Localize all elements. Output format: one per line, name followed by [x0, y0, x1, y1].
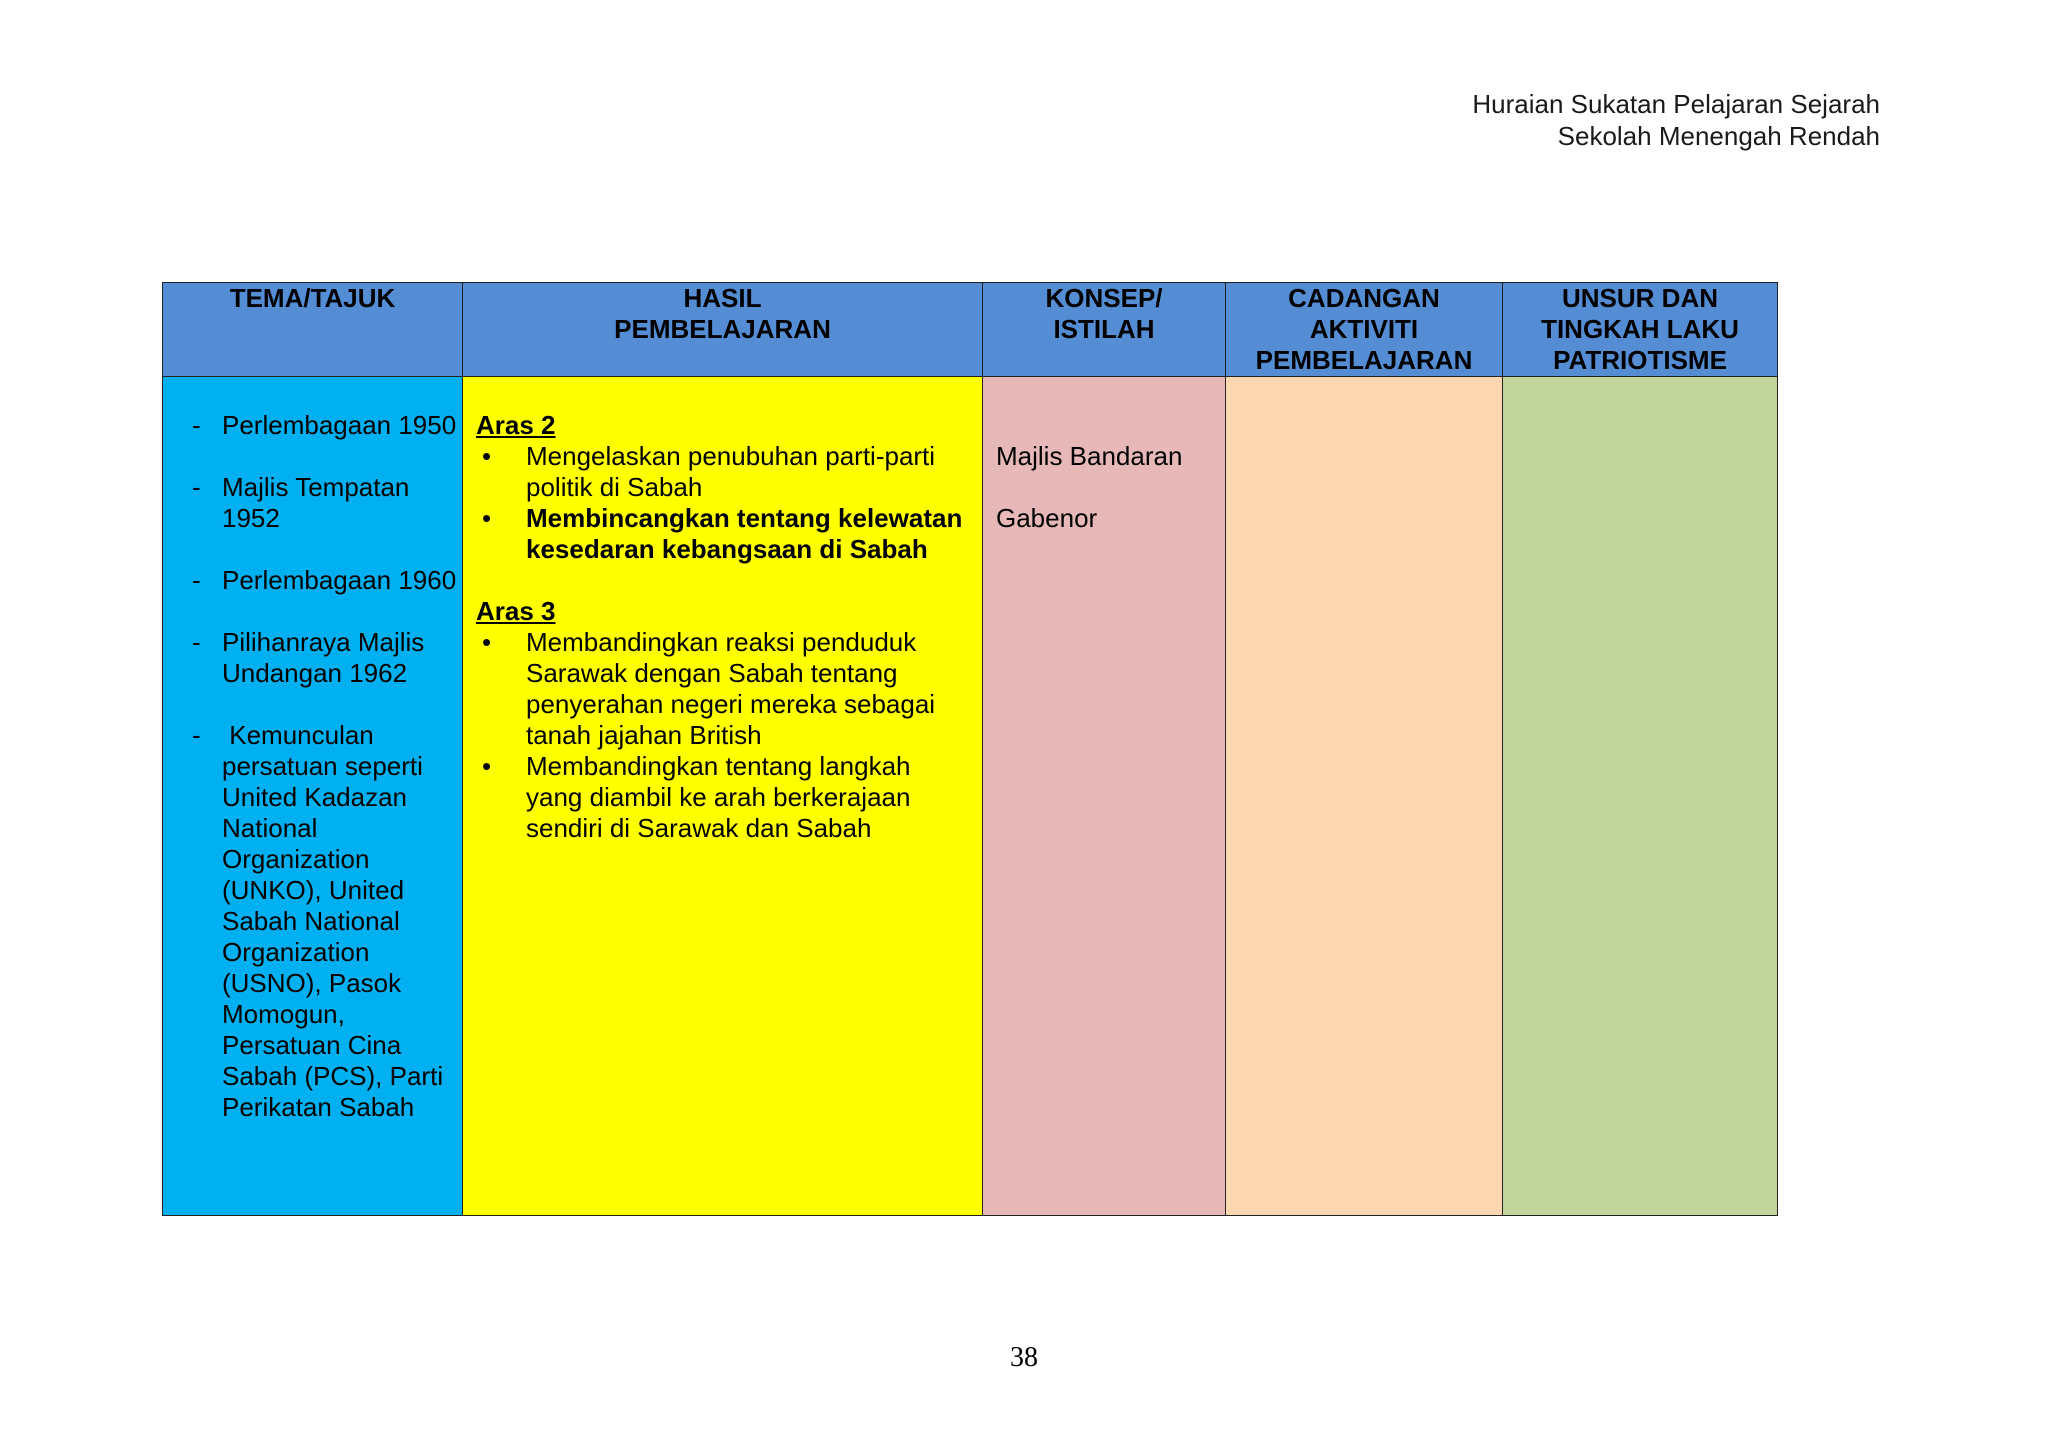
list-item: - Kemunculan persatuan seperti United Kadazan National Organization (UNKO), United Sabah National Organization (USNO), Pasok Momogun, Persatuan Cina Sabah (PCS), Parti Perikatan Sabah	[192, 720, 451, 1122]
list-item: - Perlembagaan 1950	[192, 410, 457, 440]
list-item: • Membandingkan reaksi penduduk Sarawak dengan Sabah tentang penyerahan negeri mereka sebagai tanah jajahan British	[482, 627, 936, 750]
column-header-unsur: UNSUR DAN TINGKAH LAKU PATRIOTISME	[1503, 283, 1778, 377]
header-title: Huraian Sukatan Pelajaran Sejarah	[1472, 89, 1880, 119]
konsep-term: Majlis Bandaran	[996, 441, 1183, 471]
hasil-list	[476, 627, 969, 844]
list-item: - Majlis Tempatan 1952	[192, 472, 410, 533]
column-header-hasil: HASIL PEMBELAJARAN	[463, 283, 983, 377]
aras-heading: Aras 3	[476, 596, 556, 626]
list-item: • Membandingkan tentang langkah yang diambil ke arah berkerajaan sendiri di Sarawak dan Sabah	[482, 751, 911, 843]
list-item: • Mengelaskan penubuhan parti-parti politik di Sabah	[482, 441, 936, 502]
konsep-term: Gabenor	[996, 503, 1098, 533]
table-row	[163, 377, 1778, 1216]
hasil-list	[476, 441, 969, 565]
unsur-cell	[1503, 377, 1778, 1216]
column-header-konsep: KONSEP/ ISTILAH	[983, 283, 1226, 377]
column-header-cadangan: CADANGAN AKTIVITI PEMBELAJARAN	[1226, 283, 1503, 377]
topic-list	[164, 378, 461, 1123]
aras-heading: Aras 2	[476, 410, 556, 440]
page-number: 38	[1010, 1342, 1038, 1373]
cadangan-cell	[1226, 377, 1503, 1216]
syllabus-table	[162, 282, 1778, 1216]
header-subtitle: Sekolah Menengah Rendah	[1557, 121, 1880, 151]
tema-cell	[163, 377, 463, 1216]
hasil-cell	[463, 377, 983, 1216]
konsep-cell	[983, 377, 1226, 1216]
document-header	[1472, 88, 1880, 152]
column-header-tema: TEMA/TAJUK	[163, 283, 463, 377]
list-item: - Perlembagaan 1960	[192, 565, 457, 595]
list-item: - Pilihanraya Majlis Undangan 1962	[192, 627, 425, 688]
table-header-row	[163, 283, 1778, 377]
list-item: • Membincangkan tentang kelewatan kesedaran kebangsaan di Sabah	[482, 503, 963, 564]
